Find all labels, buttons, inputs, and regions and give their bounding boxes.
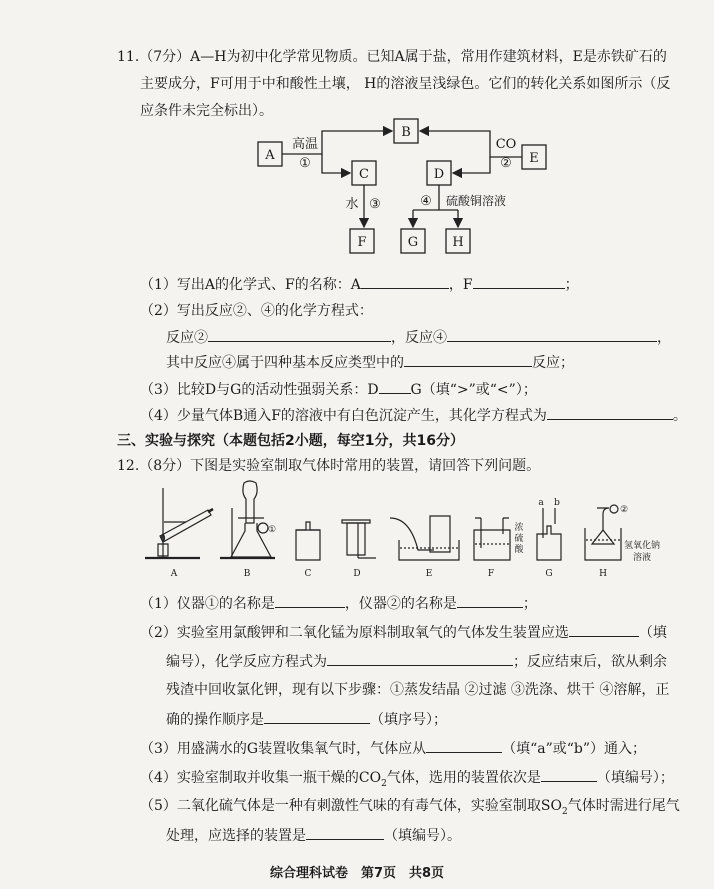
q12-p4-text-b: 气体，选用的装置依次是 bbox=[386, 770, 541, 786]
q11-part2-equations bbox=[166, 327, 671, 348]
q12-p4-text-a: （4）实验室制取并收集一瓶干燥的CO bbox=[140, 770, 382, 786]
q11-p3-text-a: （3）比较D与G的活动性强弱关系：D bbox=[140, 382, 379, 398]
q12-p1-text-c: ； bbox=[522, 596, 537, 612]
q12-intro: 12.（8分）下图是实验室制取气体时常用的装置，请回答下列问题。 bbox=[117, 458, 541, 474]
fig-label-G: G bbox=[545, 569, 553, 579]
fig-liu: 硫 bbox=[514, 534, 524, 544]
section-3-heading: 三、实验与探究（本题包括2小题，每空1分，共16分） bbox=[117, 433, 464, 449]
cond-gaowen: 高温 bbox=[291, 137, 319, 152]
label-F: F bbox=[357, 235, 367, 250]
q11-stem-line2: 主要成分，F可用于中和酸性土壤， H的溶液呈浅绿色。它们的转化关系如图所示（反 bbox=[140, 76, 671, 92]
q11-part2-type bbox=[166, 352, 574, 373]
cond-num3: ③ bbox=[369, 197, 381, 212]
q12-part5-line2 bbox=[166, 825, 461, 846]
blank-device-order[interactable] bbox=[541, 767, 597, 782]
fig-b: b bbox=[554, 498, 560, 508]
apparatus-A bbox=[145, 488, 213, 558]
blank-A-formula[interactable] bbox=[361, 274, 449, 289]
fig-label-A: A bbox=[170, 569, 178, 579]
q11-r-end: ， bbox=[657, 330, 671, 346]
q11-stem-line1: 11.（7分）A—H为初中化学常见物质。已知A属于盐，常用作建筑材料，E是赤铁矿石的 bbox=[117, 49, 667, 65]
page-footer: 综合理科试卷 第7页 共8页 bbox=[269, 866, 445, 881]
blank-b-f-equation[interactable] bbox=[547, 405, 673, 420]
label-E: E bbox=[529, 151, 539, 166]
q11-type-text-b: 反应； bbox=[532, 355, 574, 371]
q12-p1-text-b: ，仪器②的名称是 bbox=[344, 596, 457, 612]
fig-label-H: H bbox=[599, 569, 607, 579]
q11-r2-label: 反应② bbox=[166, 330, 208, 346]
blank-order[interactable] bbox=[264, 709, 370, 724]
q12-p2-text-a: （2）实验室用氯酸钾和二氧化锰为原料制取氧气的气体发生装置应选 bbox=[140, 625, 569, 641]
blank-instrument-1[interactable] bbox=[275, 593, 345, 608]
q11-type-text-a: 其中反应④属于四种基本反应类型中的 bbox=[166, 355, 404, 371]
q12-p5-text-a: （5）二氧化硫气体是一种有刺激性气味的有毒气体，实验室制取SO bbox=[140, 798, 562, 814]
q11-conversion-diagram bbox=[0, 112, 714, 262]
label-A: A bbox=[265, 148, 275, 163]
q11-part4 bbox=[140, 405, 687, 426]
apparatus-G bbox=[537, 508, 561, 560]
q12-part2-line4 bbox=[166, 709, 447, 730]
q11-p1-text-a: （1）写出A的化学式、F的名称：A bbox=[140, 277, 361, 293]
q11-r4-label: ，反应④ bbox=[391, 330, 447, 346]
label-D: D bbox=[433, 167, 445, 182]
q11-p3-text-b: G（填“>”或“<”）； bbox=[410, 382, 537, 398]
blank-reaction4[interactable] bbox=[447, 327, 657, 342]
q12-part2-line2 bbox=[166, 651, 667, 672]
q12-p1-text-a: （1）仪器①的名称是 bbox=[140, 596, 275, 612]
q12-p2-text-c: 编号），化学反应方程式为 bbox=[166, 654, 327, 670]
q12-p3-text-a: （3）用盛满水的G装置收集氧气时，气体应从 bbox=[140, 741, 427, 757]
blank-F-name[interactable] bbox=[473, 274, 565, 289]
cond-cuso4: 硫酸铜溶液 bbox=[445, 194, 507, 208]
blank-reaction-type[interactable] bbox=[404, 352, 532, 367]
q11-p1-text-c: ； bbox=[564, 277, 579, 293]
fig-label-C: C bbox=[304, 569, 312, 579]
q12-p2-text-e: 确的操作顺序是 bbox=[166, 712, 264, 728]
q12-p5-text-b: 气体时需进行尾气 bbox=[567, 798, 680, 814]
label-B: B bbox=[401, 125, 411, 140]
q12-part2-line1 bbox=[140, 622, 667, 643]
q11-stem-line3: 应条件未完全标出）。 bbox=[140, 103, 273, 119]
q12-p4-sub: 2 bbox=[381, 778, 387, 789]
fig-naoh2: 溶液 bbox=[632, 553, 652, 563]
blank-reaction2[interactable] bbox=[208, 327, 391, 342]
q12-part5-line1 bbox=[140, 796, 680, 822]
cond-co: CO bbox=[495, 137, 517, 152]
q12-p5-sub: 2 bbox=[561, 806, 568, 817]
fig-suan: 酸 bbox=[514, 545, 524, 555]
fig-label-D: D bbox=[353, 569, 361, 579]
fig-mark-2: ② bbox=[619, 505, 629, 515]
blank-generator[interactable] bbox=[569, 622, 639, 637]
blank-tail-gas-device[interactable] bbox=[306, 825, 384, 840]
label-G: G bbox=[407, 235, 419, 250]
label-H: H bbox=[452, 235, 464, 250]
blank-inlet[interactable] bbox=[426, 738, 502, 753]
apparatus-E bbox=[390, 516, 459, 560]
q12-p4-text-c: （填编号）； bbox=[596, 770, 674, 786]
q12-part4 bbox=[140, 767, 674, 794]
blank-equation[interactable] bbox=[327, 651, 513, 666]
fig-mark-1: ① bbox=[267, 525, 277, 535]
fig-a: a bbox=[538, 498, 544, 508]
apparatus-C bbox=[296, 522, 320, 560]
label-C: C bbox=[359, 167, 369, 182]
fig-label-F: F bbox=[487, 569, 495, 579]
q12-apparatus-figure bbox=[0, 478, 714, 588]
q12-p2-text-d: ；反应结束后，欲从剩余 bbox=[513, 654, 667, 670]
fig-nong: 浓 bbox=[514, 523, 524, 533]
fig-label-B: B bbox=[243, 569, 251, 579]
q12-p5-text-d: （填编号）。 bbox=[384, 828, 461, 844]
blank-compare[interactable] bbox=[379, 379, 411, 394]
q11-part2: （2）写出反应②、④的化学方程式： bbox=[140, 303, 373, 319]
cond-num1: ① bbox=[299, 156, 311, 171]
cond-num2: ② bbox=[500, 156, 512, 171]
arrow-E-to-D bbox=[453, 157, 490, 173]
blank-instrument-2[interactable] bbox=[457, 593, 523, 608]
fig-naoh1: 氢氧化钠 bbox=[623, 541, 661, 551]
q12-p5-text-c: 处理，应选择的装置是 bbox=[166, 828, 306, 844]
q11-p4-text-b: 。 bbox=[672, 408, 687, 424]
apparatus-H bbox=[585, 505, 621, 560]
q12-p2-text-b: （填 bbox=[638, 625, 667, 641]
q11-p4-text-a: （4）少量气体B通入F的溶液中有白色沉淀产生，其化学方程式为 bbox=[140, 408, 547, 424]
q12-p2-text-f: （填序号）； bbox=[370, 712, 447, 728]
q12-p3-text-b: （填“a”或“b”）通入； bbox=[502, 741, 647, 757]
cond-water: 水 bbox=[345, 197, 359, 212]
q12-part2-line3: 残渣中回收氯化钾，现有以下步骤：①蒸发结晶 ②过滤 ③洗涤、烘干 ④溶解，正 bbox=[166, 682, 670, 698]
q12-part1 bbox=[140, 593, 537, 614]
q11-part1 bbox=[140, 274, 579, 295]
apparatus-B bbox=[220, 481, 275, 558]
apparatus-D bbox=[342, 520, 376, 558]
q12-part3 bbox=[140, 738, 646, 759]
fig-label-E: E bbox=[425, 569, 433, 579]
q11-p1-text-b: ，F bbox=[448, 277, 473, 293]
q11-part3 bbox=[140, 379, 537, 400]
cond-num4: ④ bbox=[420, 194, 432, 209]
arrow-A-to-C bbox=[322, 154, 350, 173]
apparatus-F bbox=[474, 518, 510, 560]
